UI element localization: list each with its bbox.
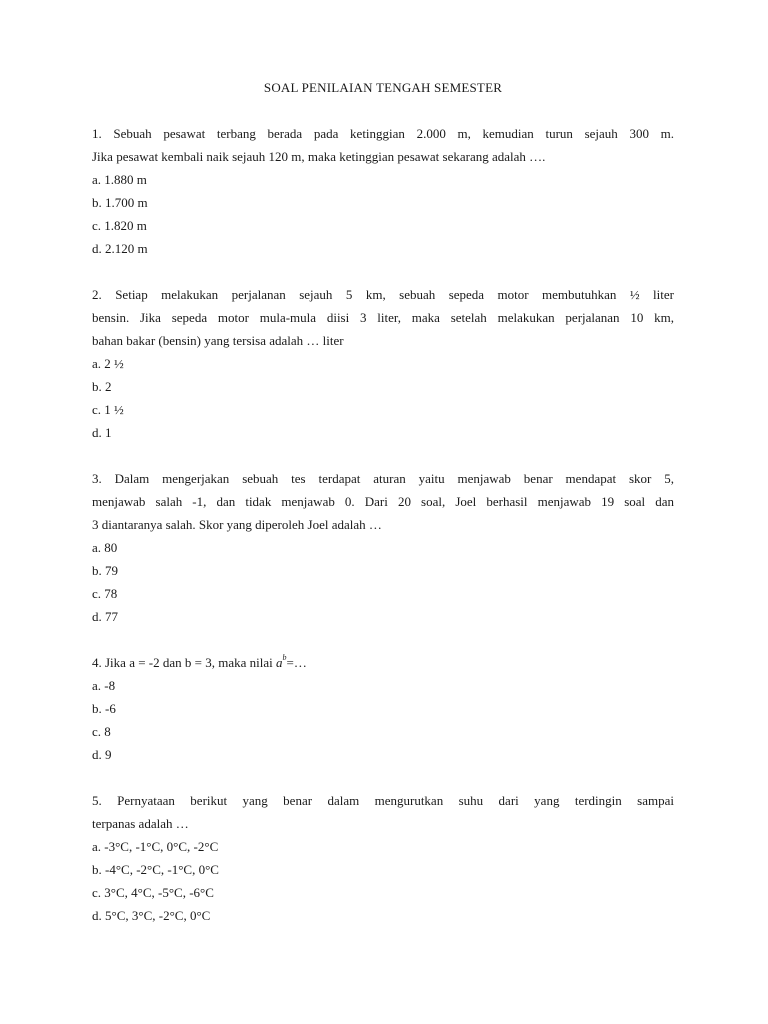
answer-option-a: a. 2 ½ (92, 356, 124, 371)
answer-option-d: d. 5°C, 3°C, -2°C, 0°C (92, 908, 211, 923)
stem-line: 1. Sebuah pesawat terbang berada pada ketinggian 2.000 m, kemudian turun sejauh 300 m. (92, 126, 674, 141)
question-5 (92, 789, 674, 927)
answer-option-c: c. 78 (92, 586, 118, 601)
power-base: a (275, 655, 283, 670)
question-stem (92, 467, 674, 536)
stem-line: bensin. Jika sepeda motor mula-mula diisi 3 liter, maka setelah melakukan perjalanan 10 km, (92, 310, 674, 325)
stem-line: terpanas adalah … (92, 816, 189, 831)
answer-option-b: b. 79 (92, 563, 118, 578)
answer-option-b: b. -6 (92, 701, 116, 716)
question-stem (92, 283, 674, 352)
stem-text: 4. Jika a = -2 dan b = 3, maka nilai (92, 655, 276, 670)
answer-option-b: b. 2 (92, 379, 112, 394)
stem-line: 5. Pernyataan berikut yang benar dalam mengurutkan suhu dari yang terdingin sampai (92, 793, 674, 808)
answer-option-b: b. 1.700 m (92, 195, 148, 210)
document-title: SOAL PENILAIAN TENGAH SEMESTER (263, 80, 503, 95)
answer-option-d: d. 9 (92, 747, 112, 762)
stem-line: 3 diantaranya salah. Skor yang diperoleh Joel adalah … (92, 517, 382, 532)
answer-option-d: d. 77 (92, 609, 118, 624)
question-stem (92, 651, 674, 674)
stem-line: 2. Setiap melakukan perjalanan sejauh 5 km, sebuah sepeda motor membutuhkan ½ liter (92, 287, 674, 302)
answer-option-a: a. -8 (92, 678, 116, 693)
answer-option-c: c. 1 ½ (92, 402, 124, 417)
document-page (92, 76, 674, 950)
question-1 (92, 122, 674, 260)
stem-suffix: =… (286, 655, 307, 670)
answer-option-c: c. 8 (92, 724, 111, 739)
answer-option-c: c. 3°C, 4°C, -5°C, -6°C (92, 885, 214, 900)
answer-option-a: a. -3°C, -1°C, 0°C, -2°C (92, 839, 219, 854)
question-2 (92, 283, 674, 444)
question-stem (92, 122, 674, 168)
stem-line: menjawab salah -1, dan tidak menjawab 0. Dari 20 soal, Joel berhasil menjawab 19 soal dan (92, 494, 674, 509)
answer-option-a: a. 80 (92, 540, 118, 555)
stem-line: bahan bakar (bensin) yang tersisa adalah … liter (92, 333, 344, 348)
question-4 (92, 651, 674, 766)
answer-option-a: a. 1.880 m (92, 172, 147, 187)
answer-option-c: c. 1.820 m (92, 218, 147, 233)
power-exponent: b (282, 653, 287, 662)
answer-option-b: b. -4°C, -2°C, -1°C, 0°C (92, 862, 219, 877)
question-stem (92, 789, 674, 835)
stem-line: Jika pesawat kembali naik sejauh 120 m, maka ketinggian pesawat sekarang adalah …. (92, 149, 546, 164)
answer-option-d: d. 2.120 m (92, 241, 148, 256)
question-3 (92, 467, 674, 628)
power-expression (276, 655, 287, 670)
stem-line: 3. Dalam mengerjakan sebuah tes terdapat aturan yaitu menjawab benar mendapat skor 5, (92, 471, 674, 486)
answer-option-d: d. 1 (92, 425, 112, 440)
